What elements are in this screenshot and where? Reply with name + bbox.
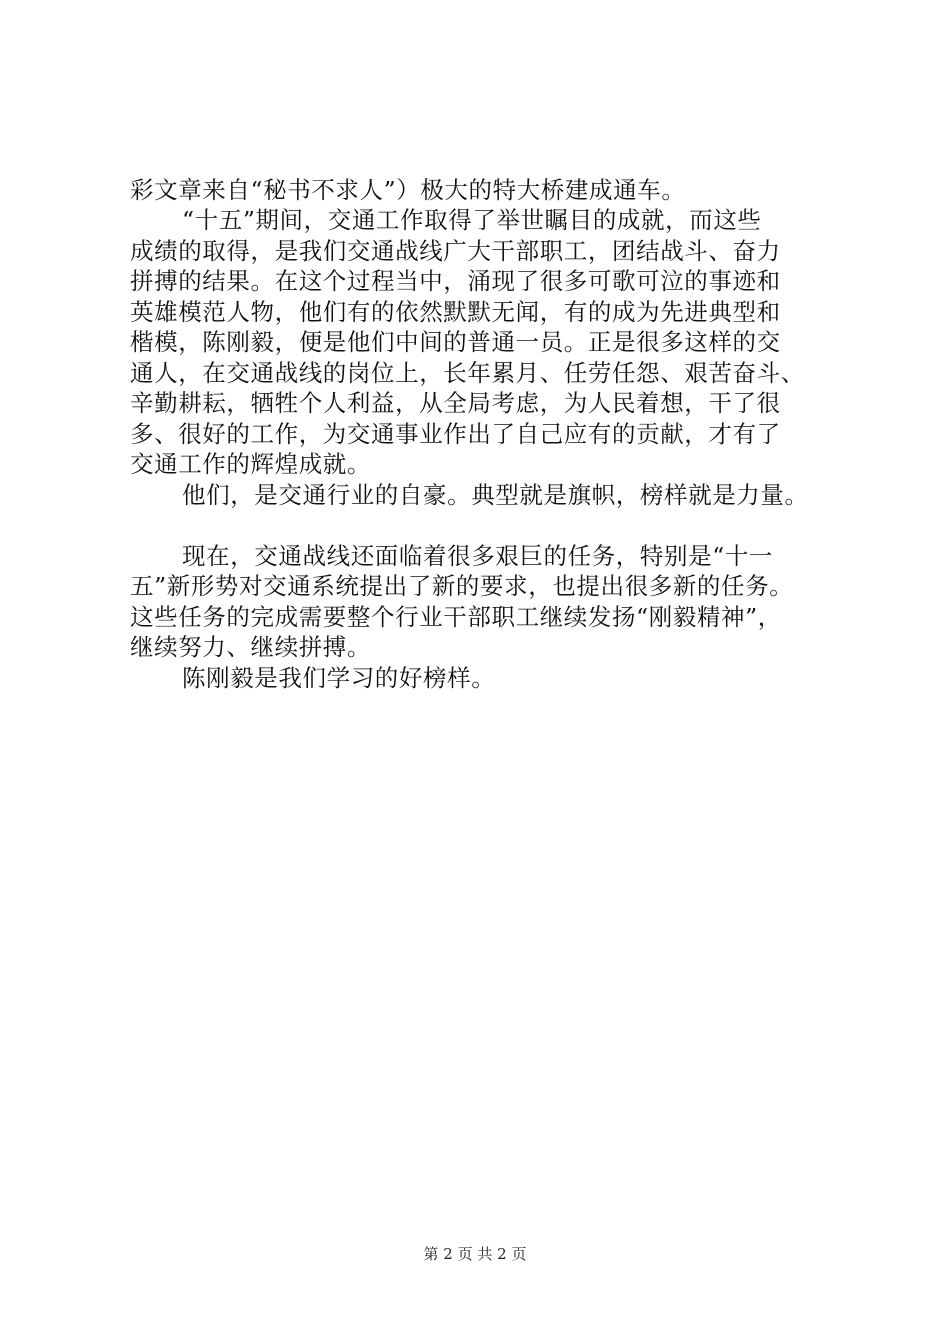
text-line: 继续努力、继续拼搏。 <box>130 633 371 661</box>
text-line: 拼搏的结果。在这个过程当中，涌现了很多可歌可泣的事迹和 <box>130 267 781 295</box>
text-line: 彩文章来自“秘书不求人”）极大的特大桥建成通车。 <box>130 176 686 204</box>
page-number-footer: 第 2 页 共 2 页 <box>423 1245 527 1263</box>
text-line: 五”新形势对交通系统提出了新的要求，也提出很多新的任务。 <box>130 572 794 600</box>
text-line: 陈刚毅是我们学习的好榜样。 <box>182 664 496 692</box>
text-line: 楷模，陈刚毅，便是他们中间的普通一员。正是很多这样的交 <box>130 328 781 356</box>
text-line: 多、很好的工作，为交通事业作出了自己应有的贡献，才有了 <box>130 420 781 448</box>
text-line: 他们，是交通行业的自豪。典型就是旗帜，榜样就是力量。 <box>182 481 809 509</box>
text-line: 这些任务的完成需要整个行业干部职工继续发扬“刚毅精神”， <box>130 603 782 631</box>
text-line: 成绩的取得，是我们交通战线广大干部职工，团结战斗、奋力 <box>130 237 781 265</box>
text-line: 交通工作的辉煌成就。 <box>130 450 371 478</box>
text-line: “十五”期间，交通工作取得了举世瞩目的成就，而这些 <box>182 206 762 234</box>
text-line: 辛勤耕耘，牺牲个人利益，从全局考虑，为人民着想，干了很 <box>130 389 781 417</box>
text-line: 英雄模范人物，他们有的依然默默无闻，有的成为先进典型和 <box>130 298 781 326</box>
text-line: 现在，交通战线还面临着很多艰巨的任务，特别是“十一 <box>182 542 774 570</box>
text-line: 通人，在交通战线的岗位上，长年累月、任劳任怨、艰苦奋斗、 <box>130 359 805 387</box>
